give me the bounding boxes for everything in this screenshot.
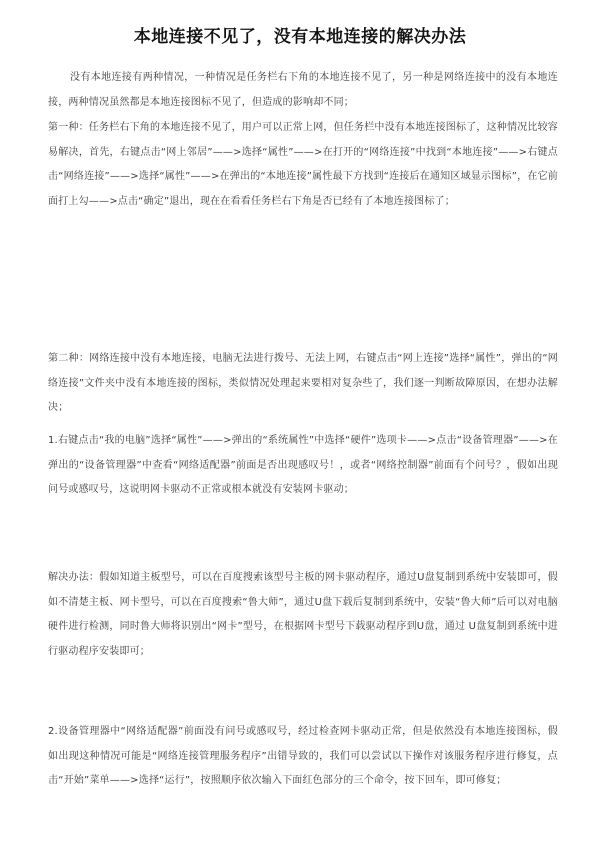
page-title: 本地连接不见了，没有本地连接的解决办法: [133, 27, 467, 47]
paragraph-step-one: 1.右键点击“我的电脑”选择“属性”——>弹出的“系统属性”中选择“硬件”选项卡——>点击“设备管理器”——>在弹出的“设备管理器”中查看“网络适配器”前面是否出现感叹号！，或者“网络控制器”前面有个问号？，假如出现问号或感叹号，这说明网卡驱动不正常或根本就没有安装网卡驱动；: [48, 435, 558, 495]
paragraph-step-two: 2.设备管理器中“网络适配器”前面没有问号或感叹号，经过检查网卡驱动正常，但是依然没有本地连接图标，假如出现这种情况可能是“网络连接管理服务程序”出错导致的，我们可以尝试以下操作对该服务程序进行修复，点击“开始”菜单——>选择“运行”，按照顺序依次输入下面红色部分的三个命令，按下回车，即可修复；: [48, 726, 558, 786]
paragraph-solution: 解决办法：假如知道主板型号，可以在百度搜索该型号主板的网卡驱动程序，通过U盘复制到系统中安装即可，假如不清楚主板、网卡型号，可以在百度搜索“鲁大师”，通过U盘下载后复制到系统中，安装“鲁大师”后可以对电脑硬件进行检测，同时鲁大师将识别出“网卡”型号，在根据网卡型号下载驱动程序到U盘，通过 U盘复制到系统中进行驱动程序安装即可；: [48, 572, 558, 657]
paragraph-intro: 没有本地连接有两种情况，一种情况是任务栏右下角的本地连接不见了，另一种是网络连接中的没有本地连接，两种情况虽然都是本地连接图标不见了，但造成的影响却不同；: [48, 72, 558, 108]
paragraph-case-two: 第二种：网络连接中没有本地连接，电脑无法进行拨号、无法上网，右键点击“网上连接”选择“属性”，弹出的“网络连接”文件夹中没有本地连接的图标，类似情况处理起来要相对复杂些了，我们逐一判断故障原因，在想办法解决；: [48, 353, 558, 413]
paragraph-case-one: 第一种：任务栏右下角的本地连接不见了，用户可以正常上网，但任务栏中没有本地连接图标了，这种情况比较容易解决，首先，右键点击“网上邻居”——>选择“属性”——>在打开的“网络连接”中找到“本地连接”——>右键点击“网络连接”——>选择“属性”——>在弹出的“本地连接”属性最下方找到“连接后在通知区域显示图标”，在它前面打上勾——>点击“确定”退出，现在在看看任务栏右下角是否已经有了本地连接图标了；: [48, 122, 558, 207]
